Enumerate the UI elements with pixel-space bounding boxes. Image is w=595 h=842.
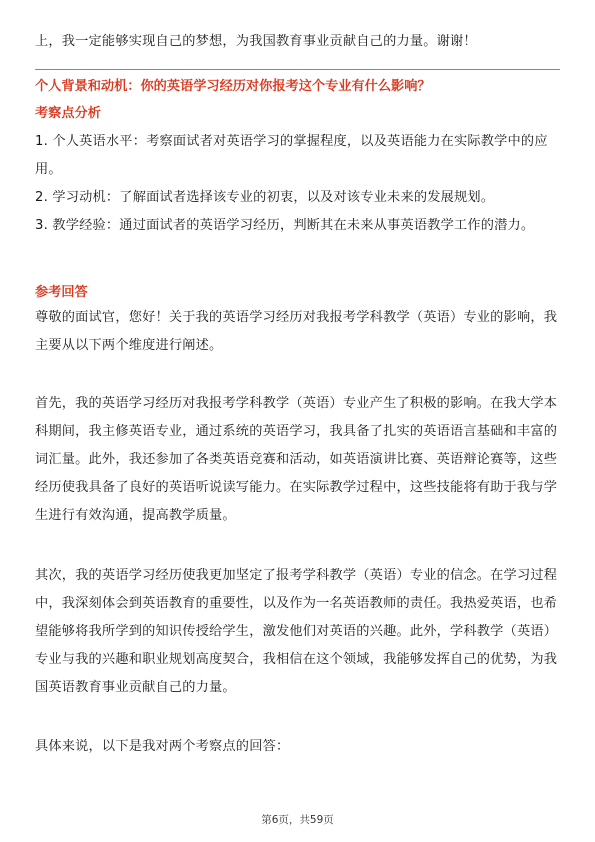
analysis-item-1: 1. 个人英语水平：考察面试者对英语学习的掌握程度，以及英语能力在实际教学中的应用。 <box>35 134 548 177</box>
answer-paragraph-2-text: 首先，我的英语学习经历对我报考学科教学（英语）专业产生了积极的影响。在我大学本科期间，我主修英语专业，通过系统的英语学习，我具备了扎实的英语语言基础和丰富的词汇量。此外，我还参加了各类英语竞赛和活动，如英语演讲比赛、英语辩论赛等，这些经历使我具备了良好的英语听说读写能力。在实际教学过程中，这些技能将有助于我与学生进行有效沟通，提高教学质量。 <box>35 396 558 523</box>
question-heading: 个人背景和动机：你的英语学习经历对你报考这个专业有什么影响？ <box>35 79 431 94</box>
page-number: 第6页，共59页 <box>261 814 334 826</box>
answer-paragraph-1 <box>35 304 560 360</box>
analysis-list <box>35 128 560 240</box>
answer-heading: 参考回答 <box>35 285 88 300</box>
analysis-heading: 考察点分析 <box>35 106 101 121</box>
analysis-item-3: 3. 教学经验：通过面试者的英语学习经历，判断其在未来从事英语教学工作的潜力。 <box>35 218 535 233</box>
analysis-item-2: 2. 学习动机：了解面试者选择该专业的初衷，以及对该专业未来的发展规划。 <box>35 190 495 205</box>
answer-paragraph-3 <box>35 562 560 702</box>
intro-tail-text: 上，我一定能够实现自己的梦想，为我国教育事业贡献自己的力量。谢谢！ <box>35 34 477 49</box>
answer-paragraph-4 <box>35 733 289 761</box>
answer-paragraph-1-text: 尊敬的面试官，您好！关于我的英语学习经历对我报考学科教学（英语）专业的影响，我主要从以下两个维度进行阐述。 <box>35 310 558 353</box>
answer-paragraph-4-text: 具体来说，以下是我对两个考察点的回答： <box>35 739 290 754</box>
answer-paragraph-2 <box>35 390 560 530</box>
answer-paragraph-3-text: 其次，我的英语学习经历使我更加坚定了报考学科教学（英语）专业的信念。在学习过程中，我深刻体会到英语教育的重要性，以及作为一名英语教师的责任。我热爱英语，也希望能够将我所学到的知识传授给学生，激发他们对英语的兴趣。此外，学科教学（英语）专业与我的兴趣和职业规划高度契合，我相信在这个领域，我能够发挥自己的优势，为我国英语教育事业贡献自己的力量。 <box>35 568 558 695</box>
section-divider <box>35 69 560 70</box>
